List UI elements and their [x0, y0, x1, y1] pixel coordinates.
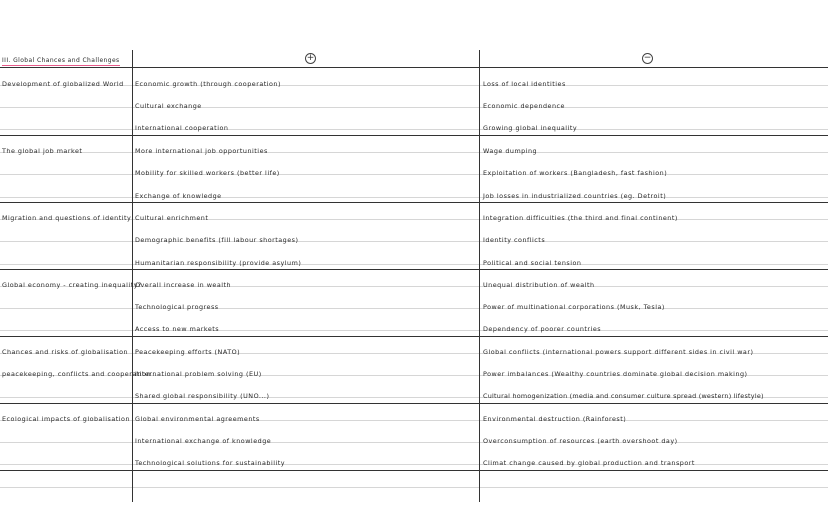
plus-symbol: + [306, 53, 315, 63]
topic-label: Global economy - creating inequality? [2, 281, 142, 289]
plus-point: Humanitarian responsibility (provide asylum) [135, 259, 302, 267]
ruled-line [0, 129, 828, 130]
plus-point: Global environmental agreements [135, 415, 260, 423]
minus-point: Environmental destruction (Rainforest) [483, 415, 627, 423]
minus-point: Overconsumption of resources (earth overshoot day) [483, 437, 678, 445]
plus-point: Peacekeeping efforts (NATO) [135, 348, 241, 356]
minus-point: Climat change caused by global production and transport [483, 459, 695, 467]
minus-symbol: − [643, 53, 652, 63]
plus-icon [305, 53, 316, 64]
minus-point: Political and social tension [483, 259, 582, 267]
plus-point: Exchange of knowledge [135, 192, 222, 200]
page-title: III. Global Chances and Challenges [2, 57, 120, 64]
minus-icon [642, 53, 653, 64]
ruled-line [0, 308, 828, 309]
topic-label-line2: peacekeeping, conflicts and cooperation [2, 370, 152, 378]
minus-point: Power imbalances (Wealthy countries dominate global decision making) [483, 370, 748, 378]
plus-point: Cultural exchange [135, 102, 202, 110]
ruled-line [0, 330, 828, 331]
minus-point: Identity conflicts [483, 236, 546, 244]
topic-label: Development of globalized World [2, 80, 124, 88]
plus-point: Mobility for skilled workers (better life) [135, 169, 280, 177]
plus-point: International exchange of knowledge [135, 437, 272, 445]
plus-point: International problem solving (EU) [135, 370, 262, 378]
minus-point: Cultural homogenization (media and consumer culture spread (western) lifestyle) [483, 392, 764, 400]
plus-point: Access to new markets [135, 325, 220, 333]
ruled-line [0, 487, 828, 488]
ruled-line [0, 464, 828, 465]
plus-point: Technological progress [135, 303, 219, 311]
minus-point: Exploitation of workers (Bangladesh, fast fashion) [483, 169, 668, 177]
minus-point: Wage dumping [483, 147, 538, 155]
topic-label: Ecological impacts of globalisation [2, 415, 131, 423]
row-separator [0, 403, 828, 404]
plus-point: Economic growth (through cooperation) [135, 80, 281, 88]
topic-label: Migration and questions of identity [2, 214, 132, 222]
minus-point: Integration difficulties (the third and final continent) [483, 214, 678, 222]
plus-point: International cooperation [135, 124, 229, 132]
column-divider [132, 50, 133, 502]
ruled-line [0, 264, 828, 265]
ruled-line [0, 442, 828, 443]
ruled-line [0, 174, 828, 175]
topic-label: Chances and risks of globalisation [2, 348, 129, 356]
ruled-line [0, 197, 828, 198]
ruled-line [0, 152, 828, 153]
row-separator [0, 135, 828, 136]
minus-point: Dependency of poorer countries [483, 325, 602, 333]
plus-point: More international job opportunities [135, 147, 268, 155]
minus-point: Power of multinational corporations (Musk, Tesla) [483, 303, 665, 311]
header-separator [0, 67, 828, 68]
minus-point: Economic dependence [483, 102, 565, 110]
minus-point: Job losses in industrialized countries (eg. Detroit) [483, 192, 667, 200]
row-separator [0, 470, 828, 471]
plus-point: Cultural enrichment [135, 214, 209, 222]
column-divider [479, 50, 480, 502]
topic-label: The global job market [2, 147, 83, 155]
ruled-line [0, 85, 828, 86]
plus-point: Shared global responsibility (UNO...) [135, 392, 270, 400]
minus-point: Growing global inequality [483, 124, 578, 132]
row-separator [0, 336, 828, 337]
minus-point: Unequal distribution of wealth [483, 281, 595, 289]
ruled-line [0, 241, 828, 242]
minus-point: Loss of local identities [483, 80, 566, 88]
row-separator [0, 269, 828, 270]
plus-point: Technological solutions for sustainability [135, 459, 286, 467]
ruled-line [0, 107, 828, 108]
row-separator [0, 202, 828, 203]
plus-point: Overall increase in wealth [135, 281, 232, 289]
plus-point: Demographic benefits (fill labour shortages) [135, 236, 299, 244]
minus-point: Global conflicts (international powers support different sides in civil war) [483, 348, 754, 356]
